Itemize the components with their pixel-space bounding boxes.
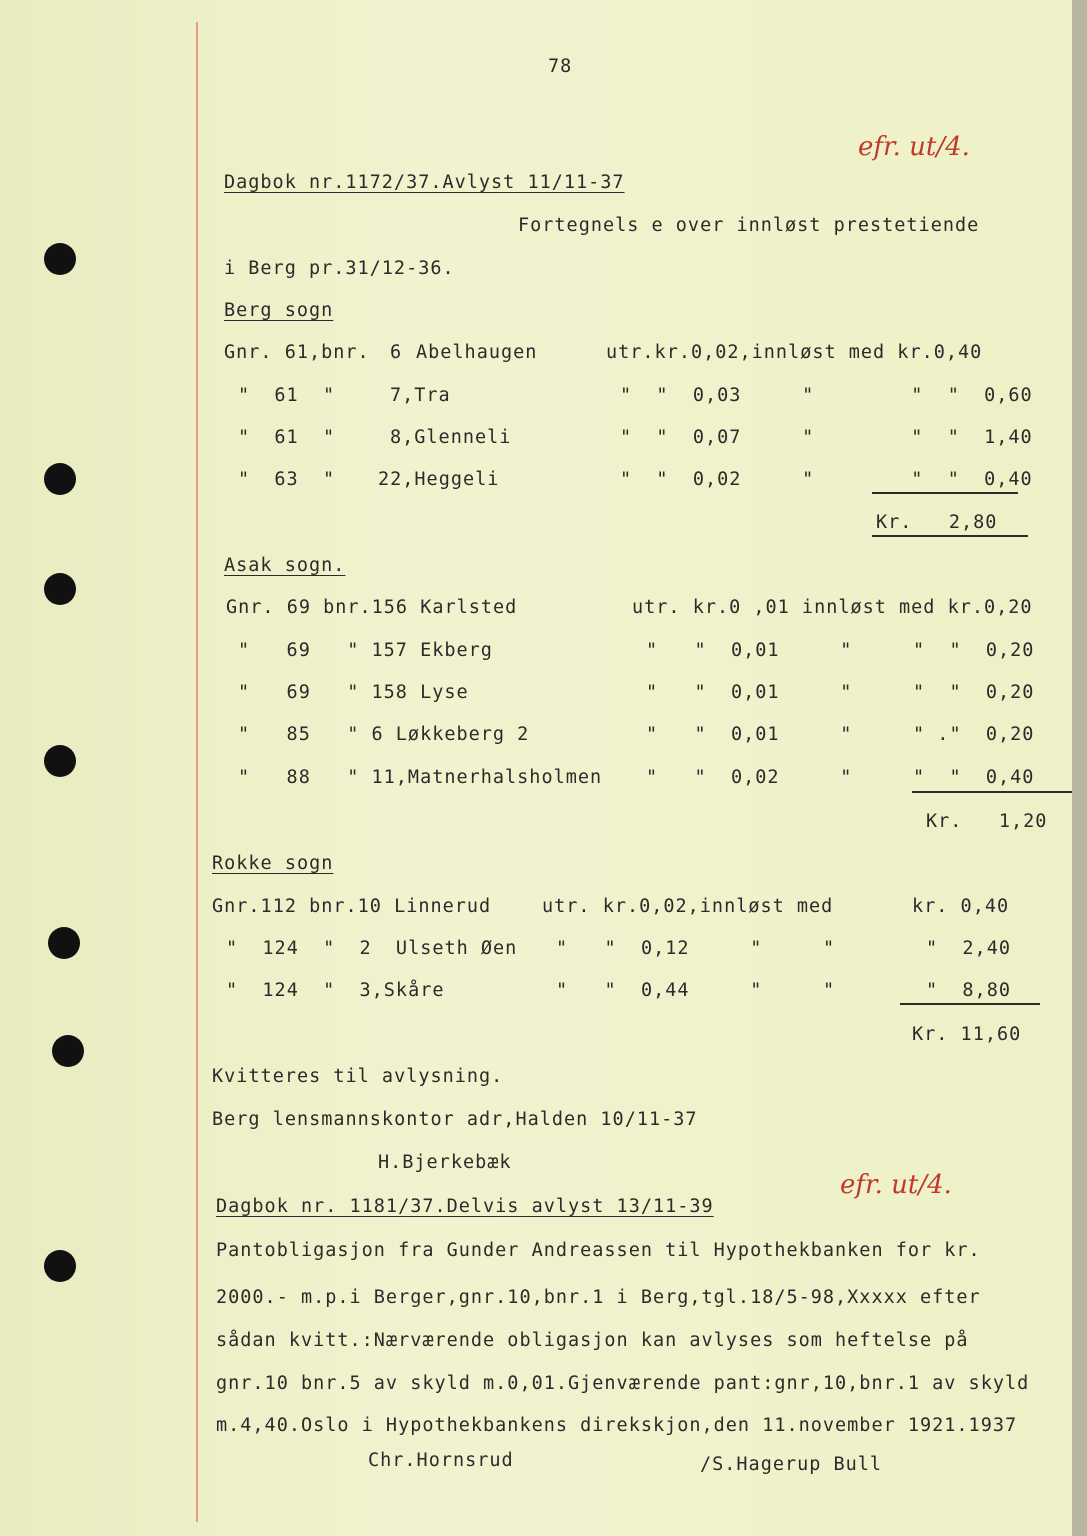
punch-hole [44, 463, 76, 495]
rokke-row-2: " 124 " 2 Ulseth Øen [226, 938, 518, 959]
berg-row-2-bnr: 7,Tra [390, 385, 451, 406]
punch-hole [44, 573, 76, 605]
rokke-row-1: Gnr.112 bnr.10 Linnerud [212, 896, 492, 917]
berg-row-1-gnr: Gnr. 61,bnr. [224, 342, 370, 363]
asak-row-5-values: " " 0,02 " " " 0,40 [646, 767, 1035, 788]
rokke-row-2-amount: " 2,40 [926, 938, 1011, 959]
berg-row-1-name: Abelhaugen [416, 342, 538, 363]
margin-line [196, 22, 198, 1522]
berg-row-3-values: " " 0,07 " " " 1,40 [620, 427, 1033, 448]
berg-total: Kr. 2,80 [876, 512, 998, 533]
entry2-sign-left: Chr.Hornsrud [368, 1450, 514, 1471]
punch-hole [48, 927, 80, 959]
berg-row-4-gnr: " 63 " [238, 469, 336, 490]
asak-row-1-values: utr. kr.0 ,01 innløst med kr.0,20 [632, 597, 1033, 618]
entry2-sign-right: /S.Hagerup Bull [700, 1454, 883, 1475]
entry1-title-line1: Fortegnels e over innløst prestetiende [518, 215, 980, 236]
asak-row-1: Gnr. 69 bnr.156 Karlsted [226, 597, 518, 618]
asak-row-5: " 88 " 11,Matnerhalsholmen [238, 767, 603, 788]
rokke-row-3-values: " " 0,44 " " [556, 980, 836, 1001]
annotation-top: efr. ut/4. [858, 132, 970, 162]
berg-row-2-values: " " 0,03 " " " 0,60 [620, 385, 1033, 406]
berg-row-3-bnr: 8,Glenneli [390, 427, 512, 448]
punch-hole [44, 243, 76, 275]
asak-total: Kr. 1,20 [926, 811, 1048, 832]
page-number: 78 [548, 56, 573, 77]
entry2-line-2: 2000.- m.p.i Berger,gnr.10,bnr.1 i Berg,tgl.18/5-98,Xxxxx efter [216, 1287, 981, 1308]
berg-row-4-bnr: 22,Heggeli [378, 469, 500, 490]
berg-row-4-values: " " 0,02 " " " 0,40 [620, 469, 1033, 490]
receipt-line: Kvitteres til avlysning. [212, 1066, 504, 1087]
annotation-middle: efr. ut/4. [840, 1170, 952, 1200]
asak-row-3: " 69 " 158 Lyse [238, 682, 469, 703]
entry2-line-5: m.4,40.Oslo i Hypothekbankens direkskjon,den 11.november 1921.1937 [216, 1415, 1018, 1436]
entry2-line-4: gnr.10 bnr.5 av skyld m.0,01.Gjenværende pant:gnr,10,bnr.1 av skyld [216, 1373, 1030, 1394]
entry2-line-1: Pantobligasjon fra Gunder Andreassen til Hypothekbanken for kr. [216, 1240, 981, 1261]
punch-hole [44, 1250, 76, 1282]
berg-row-1-values: utr.kr.0,02,innløst med kr.0,40 [606, 342, 983, 363]
rokke-heading: Rokke sogn [212, 853, 334, 874]
entry1-title-line2: i Berg pr.31/12-36. [224, 258, 455, 279]
rokke-row-2-values: " " 0,12 " " [556, 938, 836, 959]
punch-hole [44, 745, 76, 777]
punch-hole [52, 1035, 84, 1067]
rokke-row-3: " 124 " 3,Skåre [226, 980, 445, 1001]
berg-row-3-gnr: " 61 " [238, 427, 336, 448]
rokke-row-3-amount: " 8,80 [926, 980, 1011, 1001]
asak-sum-rule [912, 791, 1072, 793]
asak-row-3-values: " " 0,01 " " " 0,20 [646, 682, 1035, 703]
rokke-row-1-values: utr. kr.0,02,innløst med [542, 896, 834, 917]
signer-line: H.Bjerkebæk [378, 1152, 512, 1173]
berg-sum-rule [872, 492, 1018, 494]
berg-row-1-bnr: 6 [390, 342, 403, 363]
berg-row-2-gnr: " 61 " [238, 385, 336, 406]
asak-row-4-values: " " 0,01 " " ." 0,20 [646, 724, 1035, 745]
rokke-row-1-amount: kr. 0,40 [912, 896, 1010, 917]
rokke-total: Kr. 11,60 [912, 1024, 1022, 1045]
entry2-line-3: sådan kvitt.:Nærværende obligasjon kan avlyses som heftelse på [216, 1330, 969, 1351]
berg-total-rule [872, 535, 1028, 537]
asak-row-2-values: " " 0,01 " " " 0,20 [646, 640, 1035, 661]
asak-heading: Asak sogn. [224, 555, 346, 576]
office-line: Berg lensmannskontor adr,Halden 10/11-37 [212, 1109, 698, 1130]
berg-heading: Berg sogn [224, 300, 334, 321]
asak-row-4: " 85 " 6 Løkkeberg 2 [238, 724, 530, 745]
entry1-header: Dagbok nr.1172/37.Avlyst 11/11-37 [224, 172, 625, 193]
rokke-sum-rule [900, 1003, 1040, 1005]
entry2-header: Dagbok nr. 1181/37.Delvis avlyst 13/11-39 [216, 1196, 714, 1217]
asak-row-2: " 69 " 157 Ekberg [238, 640, 493, 661]
